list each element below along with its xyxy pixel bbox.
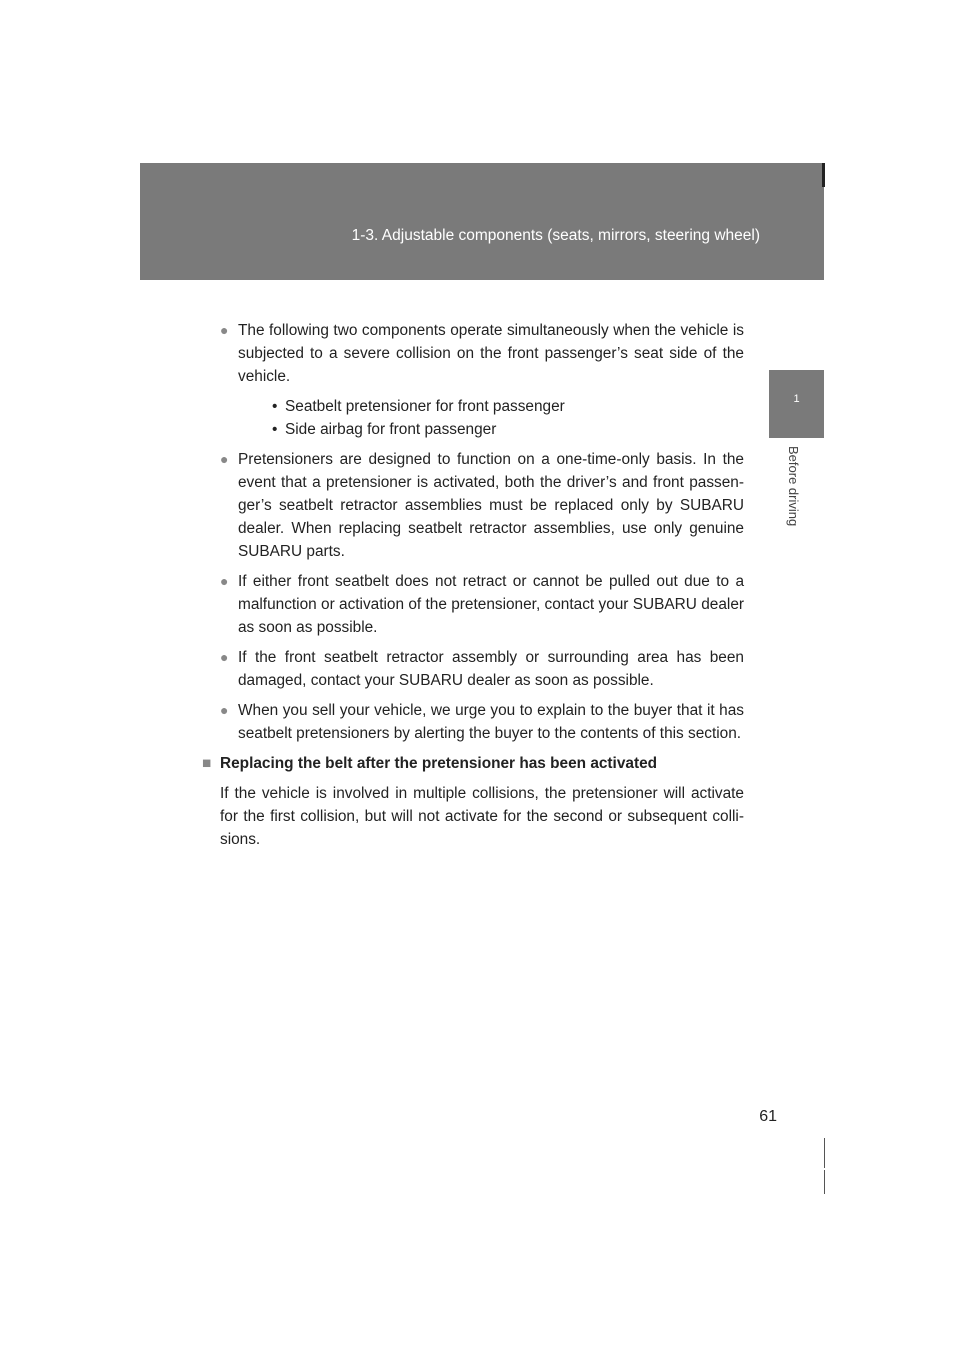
bullet-item — [220, 646, 744, 692]
sub-item-text: Seatbelt pretensioner for front passenger — [285, 398, 565, 415]
chapter-label-container — [785, 446, 805, 546]
bullet-item — [220, 570, 744, 639]
subsection-title: Replacing the belt after the pretensioner has been activated — [220, 755, 658, 772]
chapter-number: 1 — [793, 393, 800, 405]
bullet-item — [220, 448, 744, 563]
subsection-heading — [202, 752, 744, 775]
bullet-circle-icon: ● — [220, 649, 229, 665]
sub-item — [238, 395, 744, 418]
chapter-tab — [769, 370, 824, 438]
sub-bullet-icon: • — [272, 421, 278, 438]
bullet-circle-icon: ● — [220, 702, 229, 718]
bullet-text: Pretensioners are designed to function on a one-time-only basis. In the event that a pretensioner is activated, both the driver’s and front passenger’s seatbelt retractor assemblies must be replaced only by SUBARU dealer. When replacing seatbelt retractor assemblies, use only genuine SUBARU parts. — [238, 451, 744, 560]
section-title: 1-3. Adjustable components (seats, mirrors, steering wheel) — [351, 227, 760, 244]
bullet-item — [220, 699, 744, 745]
square-bullet-icon: ■ — [202, 755, 212, 772]
header-corner-tick — [822, 163, 825, 187]
header-band — [140, 163, 824, 280]
chapter-label: Before driving — [786, 446, 801, 527]
subsection-body: If the vehicle is involved in multiple collisions, the pretensioner will activate for the first collision, but will not activate for the second or subsequent collisions. — [220, 785, 744, 848]
bullet-text: When you sell your vehicle, we urge you to explain to the buyer that it has seatbelt pretensioners by alerting the buyer to the contents of this section. — [238, 702, 744, 742]
margin-rule-top — [824, 1138, 825, 1168]
bullet-circle-icon: ● — [220, 573, 229, 589]
sub-item-text: Side airbag for front passenger — [285, 421, 497, 438]
sub-bullet-icon: • — [272, 398, 278, 415]
bullet-text: If either front seatbelt does not retract or cannot be pulled out due to a malfunction or activation of the pretensioner, contact your SUBARU dealer as soon as possible. — [238, 573, 744, 636]
margin-rule-bottom — [824, 1170, 825, 1194]
page-content — [202, 319, 744, 851]
bullet-item — [220, 319, 744, 441]
bullet-text: If the front seatbelt retractor assembly or surrounding area has been damaged, contact your SUBARU dealer as soon as possible. — [238, 649, 744, 689]
bullet-circle-icon: ● — [220, 451, 229, 467]
bullet-circle-icon: ● — [220, 322, 229, 338]
sub-item — [238, 418, 744, 441]
page-number: 61 — [759, 1108, 777, 1125]
bullet-text: The following two components operate simultaneously when the vehicle is subjected to a severe collision on the front passenger’s seat side of the vehicle. — [238, 322, 744, 385]
